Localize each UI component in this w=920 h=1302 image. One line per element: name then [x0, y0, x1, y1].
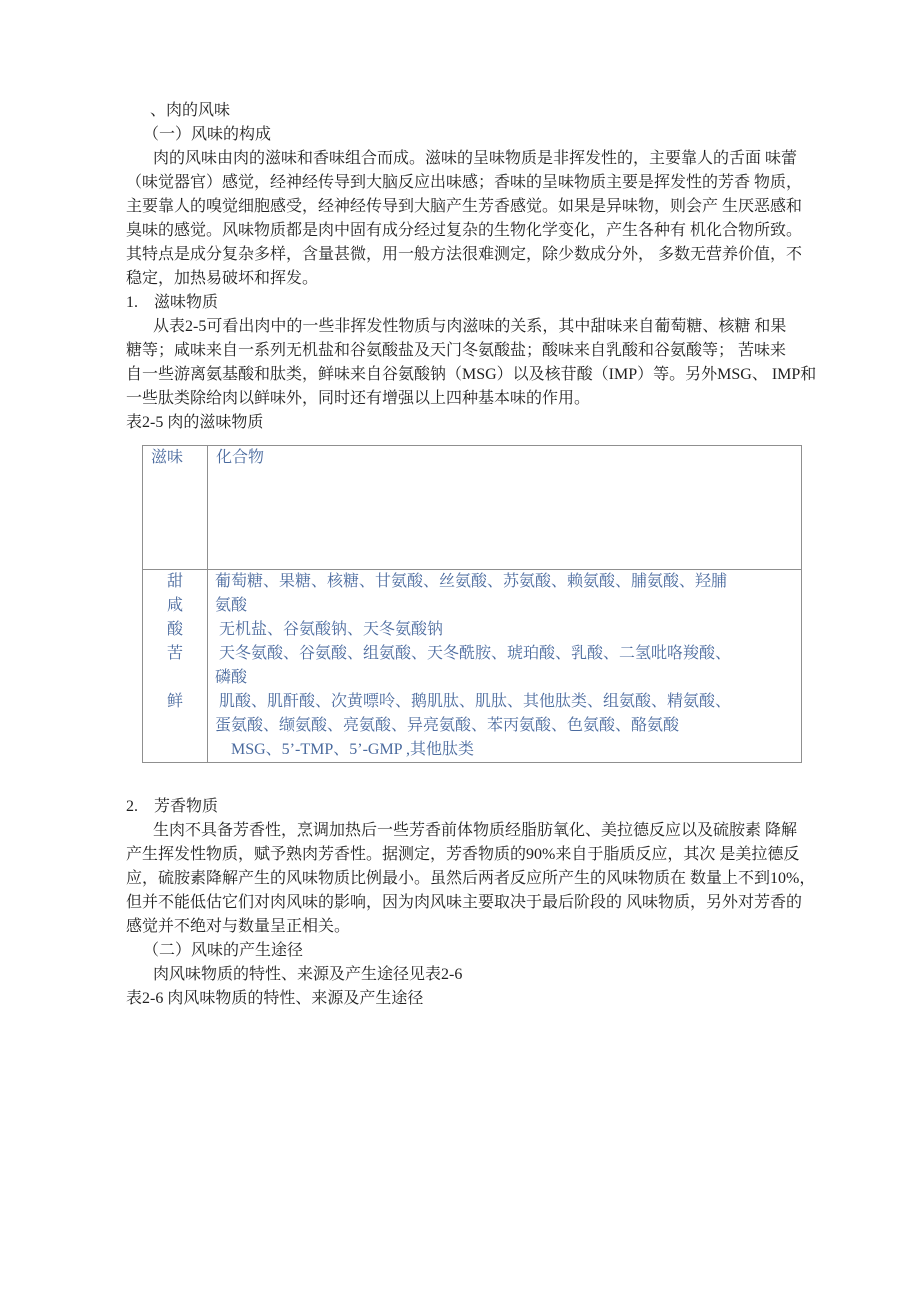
compound-line: 蛋氨酸、缬氨酸、亮氨酸、异亮氨酸、苯丙氨酸、色氨酸、酪氨酸	[215, 717, 680, 734]
section1-heading: （一）风味的构成	[143, 126, 272, 143]
taste-label-cell	[143, 570, 208, 763]
table-header-taste-label: 滋味	[151, 449, 184, 466]
para-line: （味觉器官）感觉，经神经传导到大脑反应出味感；香味的呈味物质主要是挥发性的芳香 物质，	[126, 174, 803, 191]
table-2-6-caption: 表2-6 肉风味物质的特性、来源及产生途径	[126, 990, 424, 1007]
paragraph-aroma	[126, 819, 816, 939]
para-line: 糖等；咸味来自一系列无机盐和谷氨酸盐及天门冬氨酸盐；酸味来自乳酸和谷氨酸等； 苦味来	[126, 342, 787, 359]
para-line: 其特点是成分复杂多样，含量甚微，用一般方法很难测定，除少数成分外， 多数无营养价值，不	[126, 246, 803, 263]
compound-line: 天冬氨酸、谷氨酸、组氨酸、天冬酰胺、琥珀酸、乳酸、二氢吡咯羧酸、	[215, 645, 732, 662]
para-line: 主要靠人的嗅觉细胞感受，经神经传导到大脑产生芳香感觉。如果是异味物，则会产 生厌恶感和	[126, 198, 803, 215]
list-item-2-aroma-substances: 2. 芳香物质	[126, 798, 219, 815]
compound-line: 肌酸、肌酐酸、次黄嘌呤、鹅肌肽、肌肽、其他肽类、组氨酸、精氨酸、	[215, 693, 732, 710]
section2-heading: （二）风味的产生途径	[143, 942, 304, 959]
compound-list-cell	[208, 570, 802, 763]
compound-line: 无机盐、谷氨酸钠、天冬氨酸钠	[215, 621, 444, 638]
paragraph-flavor-composition	[126, 147, 803, 291]
para-line-table26-ref: 肉风味物质的特性、来源及产生途径见表2-6	[153, 966, 463, 983]
compound-line: 磷酸	[215, 669, 248, 686]
table-header-compound	[208, 446, 802, 570]
para-line: 产生挥发性物质，赋予熟肉芳香性。据测定，芳香物质的90%来自于脂质反应，其次 是美拉德反	[126, 846, 800, 863]
para-line: 生肉不具备芳香性，烹调加热后一些芳香前体物质经脂肪氧化、美拉德反应以及硫胺素 降解	[153, 822, 798, 839]
para-line: 但并不能低估它们对肉风味的影响，因为肉风味主要取决于最后阶段的 风味物质，另外对芳香的	[126, 894, 803, 911]
list-item-1-taste-substances: 1. 滋味物质	[126, 294, 219, 311]
doc-title: 、肉的风味	[150, 102, 231, 119]
para-line: 应，硫胺素降解产生的风味物质比例最小。虽然后两者反应所产生的风味物质在 数量上不到10%，	[126, 870, 816, 887]
table-body-row	[143, 570, 802, 763]
para-line: 自一些游离氨基酸和肽类，鲜味来自谷氨酸钠（MSG）以及核苷酸（IMP）等。另外MSG、 IMP和	[126, 366, 817, 383]
table-2-5-taste-substances	[142, 445, 802, 763]
taste-label-sour: 酸	[166, 621, 183, 638]
paragraph-taste-sources	[126, 315, 817, 411]
para-line: 感觉并不绝对与数量呈正相关。	[126, 918, 351, 935]
taste-label-blank	[143, 666, 207, 690]
table-header-row	[143, 446, 802, 570]
para-line: 从表2-5可看出肉中的一些非挥发性物质与肉滋味的关系，其中甜味来自葡萄糖、核糖 和果	[153, 318, 787, 335]
taste-label-umami: 鲜	[166, 693, 183, 710]
table-header-taste	[143, 446, 208, 570]
taste-label-bitter: 苦	[166, 645, 183, 662]
para-line: 稳定，加热易破坏和挥发。	[126, 270, 319, 287]
compound-line: 氨酸	[215, 597, 248, 614]
para-line: 一些肽类除给肉以鲜味外，同时还有增强以上四种基本味的作用。	[126, 390, 591, 407]
table-header-compound-label: 化合物	[216, 449, 265, 466]
compound-line: 葡萄糖、果糖、核糖、甘氨酸、丝氨酸、苏氨酸、赖氨酸、脯氨酸、羟脯	[215, 573, 728, 590]
para-line: 臭味的感觉。风味物质都是肉中固有成分经过复杂的生物化学变化，产生各种有 机化合物所致。	[126, 222, 803, 239]
table-2-5-caption: 表2-5 肉的滋味物质	[126, 414, 264, 431]
compound-line: MSG、5’-TMP、5’-GMP ,其他肽类	[215, 741, 474, 758]
taste-label-salty: 咸	[166, 597, 183, 614]
para-line: 肉的风味由肉的滋味和香味组合而成。滋味的呈味物质是非挥发性的，主要靠人的舌面 味蕾	[153, 150, 798, 167]
taste-label-sweet: 甜	[166, 573, 183, 590]
